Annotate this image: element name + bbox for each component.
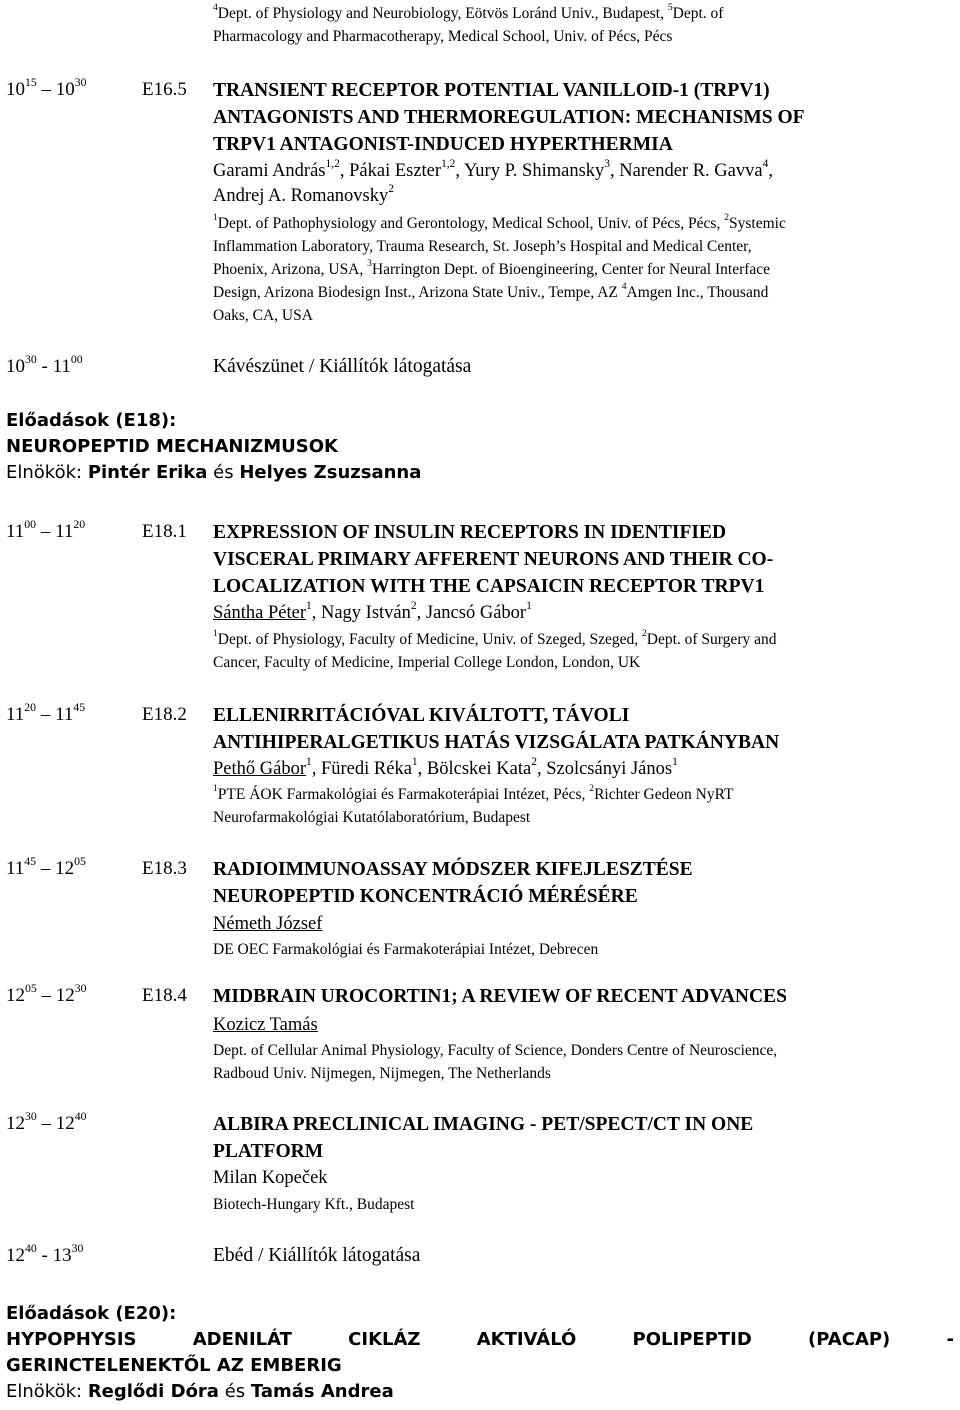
talk-code: E18.1 <box>142 521 187 542</box>
talk-affiliation: $^1$Dept. of Physiology, Faculty of Medicine, Univ. of Szeged, Szeged, $^2$Dept. of Surgery and Cancer, Faculty of Medicine, Imperial College London, London, UK <box>213 628 777 671</box>
time-slot: $12^{05} - 12^{30}$ <box>6 981 87 1006</box>
talk-affiliation: $^1$Dept. of Pathophysiology and Gerontology, Medical School, Univ. of Pécs, Pécs, $^2$Systemic Inflammation Laboratory, Trauma Research, St. Joseph’s Hospital and Medical Center, Phoenix, Arizona, USA, $^3$Harrington Dept. of Bioengineering, Center for Neural Interface Design, Arizona Biodesign Inst., Arizona State Univ., Tempe, AZ $^4$Amgen Inc., Thousand Oaks, CA, USA <box>213 212 786 324</box>
time-slot: $11^{45} - 12^{05}$ <box>6 854 86 879</box>
talk-authors: Németh József <box>213 914 323 934</box>
talk-code: E16.5 <box>142 79 187 100</box>
talk-code: E18.4 <box>142 985 187 1006</box>
talk-authors: Milan Kopeček <box>213 1168 328 1188</box>
talk-authors: Pethő Gábor$^1$, Füredi Réka$^1$, Bölcskei Kata$^2$, Szolcsányi János$^1$ <box>213 756 678 779</box>
affiliation-line: $^4$Dept. of Physiology and Neurobiology, Eötvös Loránd Univ., Budapest, $^5$Dept. of <box>213 2 724 22</box>
time-slot: $12^{40} - 13^{30}$ <box>6 1241 84 1266</box>
time-slot: $10^{15} - 10^{30}$ <box>6 75 87 100</box>
time-slot: $12^{30} - 12^{40}$ <box>6 1109 87 1134</box>
talk-title: ALBIRA PRECLINICAL IMAGING - PET/SPECT/CT IN ONE PLATFORM <box>213 1114 754 1162</box>
affiliation-line: Pharmacology and Pharmacotherapy, Medical School, Univ. of Pécs, Pécs <box>213 28 673 45</box>
talk-title: RADIOIMMUNOASSAY MÓDSZER KIFEJLESZTÉSE NEUROPEPTID KONCENTRÁCIÓ MÉRÉSÉRE <box>213 859 693 907</box>
time-slot: $11^{20} - 11^{45}$ <box>6 700 86 725</box>
talk-authors: Sántha Péter$^1$, Nagy István$^2$, Jancsó Gábor$^1$ <box>213 600 532 623</box>
time-slot: $10^{30} - 11^{00}$ <box>6 352 83 377</box>
talk-affiliation: Biotech-Hungary Kft., Budapest <box>213 1196 415 1213</box>
talk-affiliation: Dept. of Cellular Animal Physiology, Faculty of Science, Donders Centre of Neuroscience, Radboud Univ. Nijmegen, Nijmegen, The Netherlands <box>213 1042 778 1082</box>
talk-affiliation: $^1$PTE ÁOK Farmakológiai és Farmakoterápiai Intézet, Pécs, $^2$Richter Gedeon NyRT Neurofarmakológiai Kutatólaboratórium, Budapest <box>213 783 734 826</box>
talk-title: MIDBRAIN UROCORTIN1; A REVIEW OF RECENT ADVANCES <box>213 986 787 1007</box>
session-title-line: HYPOPHYSIS ADENILÁT CIKLÁZ AKTIVÁLÓ POLIPEPTID (PACAP) - <box>6 1329 954 1350</box>
talk-authors: Kozicz Tamás <box>213 1015 318 1035</box>
talk-title: ELLENIRRITÁCIÓVAL KIVÁLTOTT, TÁVOLI ANTIHIPERALGETIKUS HATÁS VIZSGÁLATA PATKÁNYBAN <box>213 705 780 753</box>
talk-code: E18.3 <box>142 858 187 879</box>
talk-authors: Garami András$^{1,2}$, Pákai Eszter$^{1,2}$, Yury P. Shimansky$^3$, Narender R. Gavva$^4$, Andrej A. Romanovsky$^2$ <box>213 158 773 206</box>
talk-affiliation: DE OEC Farmakológiai és Farmakoterápiai Intézet, Debrecen <box>213 941 599 958</box>
talk-title: TRANSIENT RECEPTOR POTENTIAL VANILLOID-1 (TRPV1) ANTAGONISTS AND THERMOREGULATION: MECHANISMS OF TRPV1 ANTAGONIST-INDUCED HYPERTHERMIA <box>213 80 805 155</box>
session-heading: Előadások (E18): NEUROPEPTID MECHANIZMUSOK Elnökök: Pintér Erika és Helyes Zsuzsanna <box>6 410 422 483</box>
talk-title: EXPRESSION OF INSULIN RECEPTORS IN IDENTIFIED VISCERAL PRIMARY AFFERENT NEURONS AND THEIR CO- LOCALIZATION WITH THE CAPSAICIN RECEPTOR TRPV1 <box>213 522 774 597</box>
time-slot: $11^{00} - 11^{20}$ <box>6 517 86 542</box>
break-label: Ebéd / Kiállítók látogatása <box>213 1245 421 1266</box>
talk-code: E18.2 <box>142 704 187 725</box>
session-heading: Előadások (E20): HYPOPHYSIS ADENILÁT CIKLÁZ AKTIVÁLÓ POLIPEPTID (PACAP) - GERINCTELENEKTŐL AZ EMBERIG Elnökök: Reglődi Dóra és Tamás Andrea <box>6 1303 954 1402</box>
break-label: Kávészünet / Kiállítók látogatása <box>213 356 472 377</box>
